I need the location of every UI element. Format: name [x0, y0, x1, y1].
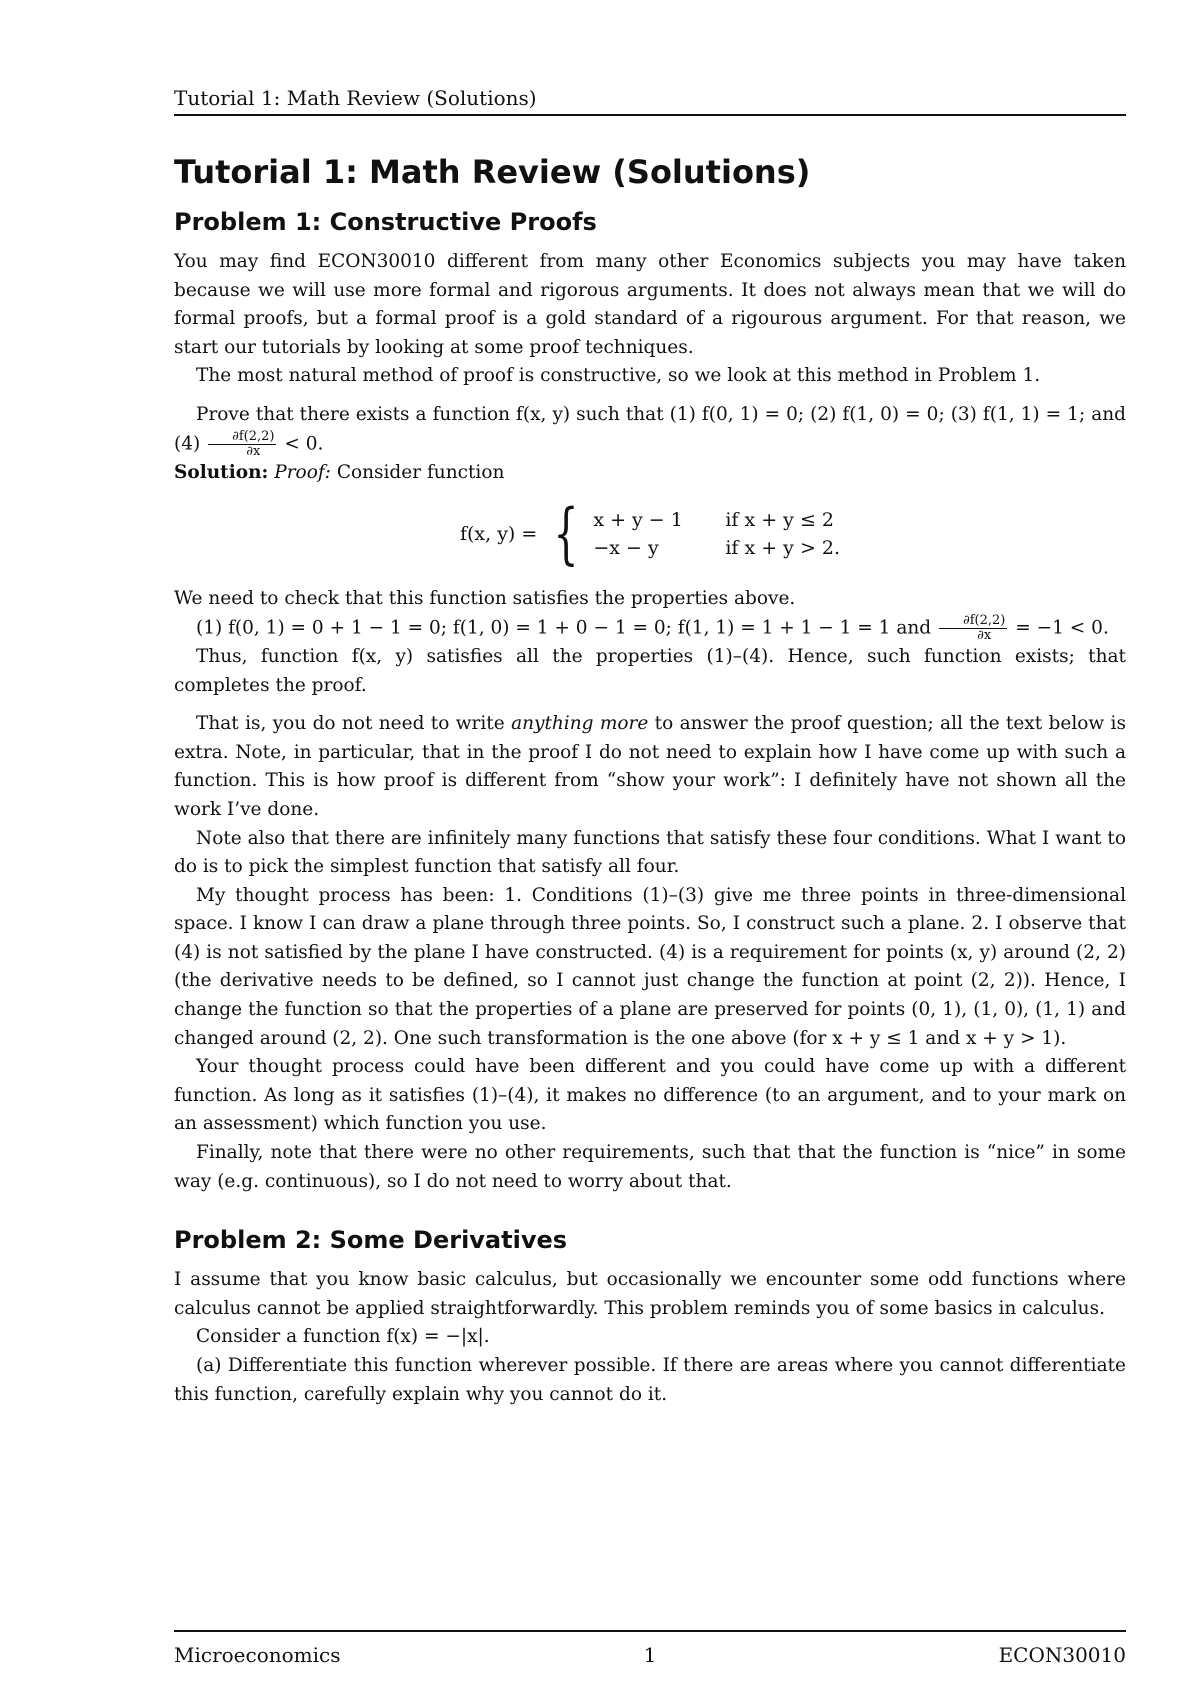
problem-2-consider: Consider a function f(x) = −|x|.: [196, 1326, 490, 1348]
case-1-condition: if x + y ≤ 2: [725, 509, 834, 532]
case-2-expression: −x − y: [593, 537, 659, 560]
finally-paragraph: Finally, note that there were no other requirements, such that that the function is “nice” in some way (e.g. continuous), so I do not need to worry about that.: [174, 1142, 1126, 1192]
thus-paragraph: Thus, function f(x, y) satisfies all the properties (1)–(4). Hence, such function exists; that completes the proof.: [174, 645, 1126, 696]
partial-derivative-fraction-2: [939, 614, 1007, 643]
problem-1-heading: Problem 1: Constructive Proofs: [174, 208, 597, 236]
piecewise-equation: [174, 495, 1126, 573]
footer-course: Microeconomics: [174, 1643, 341, 1667]
consider-text: Consider function: [336, 461, 505, 483]
problem-2-heading: Problem 2: Some Derivatives: [174, 1226, 568, 1255]
that-is-rest: to answer the proof question; all the text below is extra. Note, in particular, that in the proof I do not need to explain how I have come up with such a function. This is how proof is different from “show your work”: I definitely have not shown all the work I’ve done.: [174, 713, 1126, 820]
page-content: [174, 152, 1126, 1409]
that-is-paragraph: [174, 710, 1126, 824]
fraction-denominator-2: ∂x: [977, 627, 992, 643]
method-paragraph: The most natural method of proof is constructive, so we look at this method in Problem 1.: [196, 365, 1041, 387]
verification-paragraph: [174, 614, 1126, 643]
solution-label: Solution:: [174, 461, 269, 483]
statement-tail: < 0.: [284, 433, 324, 455]
statement-text: Prove that there exists a function f(x, y) such that (1) f(0, 1) = 0; (2) f(1, 0) = 0; (3) f(1, 1) = 1; and (4): [174, 403, 1126, 455]
different-process-paragraph: Your thought process could have been different and you could have come up with a different function. As long as it satisfies (1)–(4), it makes no difference (to an argument, and to your mark on an assessment) which function you use.: [174, 1056, 1126, 1135]
equation-lhs: f(x, y) =: [459, 523, 538, 546]
problem-statement: [174, 401, 1126, 459]
fraction-numerator-2: ∂f(2,2): [939, 614, 1007, 629]
equation-cases: [593, 509, 840, 559]
running-header: Tutorial 1: Math Review (Solutions): [174, 84, 1126, 116]
proof-label: Proof:: [274, 461, 331, 483]
partial-derivative-fraction: [208, 430, 276, 459]
document-title: Tutorial 1: Math Review (Solutions): [174, 153, 811, 191]
running-footer: [174, 1630, 1126, 1668]
problem-2-part-a: (a) Differentiate this function wherever possible. If there are areas where you cannot differentiate this function, carefully explain why you cannot do it.: [174, 1355, 1126, 1405]
footer-code: ECON30010: [998, 1643, 1126, 1667]
problem-2-intro: I assume that you know basic calculus, but occasionally we encounter some odd functions where calculus cannot be applied straightforwardly. This problem reminds you of some basics in calculus.: [174, 1269, 1126, 1319]
fraction-numerator: ∂f(2,2): [208, 430, 276, 445]
case-1-expression: x + y − 1: [593, 509, 683, 532]
left-brace: {: [553, 495, 579, 573]
verification-text: (1) f(0, 1) = 0 + 1 − 1 = 0; f(1, 0) = 1 + 0 − 1 = 0; f(1, 1) = 1 + 1 − 1 = 1 and: [196, 617, 932, 639]
solution-paragraph: [174, 459, 1126, 488]
infinite-functions-paragraph: Note also that there are infinitely many functions that satisfy these four conditions. What I want to do is to pick the simplest function that satisfy all four.: [174, 827, 1126, 878]
that-is-text: That is, you do not need to write: [196, 713, 505, 735]
thought-process-paragraph: My thought process has been: 1. Conditions (1)–(3) give me three points in three-dimensional space. I know I can draw a plane through three points. So, I construct such a plane. 2. I observe that (4) is not satisfied by the plane I have constructed. (4) is a requirement for points (x, y) around (2, 2) (the derivative needs to be defined, so I cannot just change the function at point (2, 2)). Hence, I change the function so that the properties of a plane are preserved for points (0, 1), (1, 0), (1, 1) and changed around (2, 2). One such transformation is the one above (for x + y ≤ 1 and x + y > 1).: [174, 884, 1126, 1049]
verification-tail: = −1 < 0.: [1015, 617, 1109, 639]
check-paragraph: We need to check that this function satisfies the properties above.: [174, 588, 796, 610]
fraction-denominator: ∂x: [246, 443, 261, 459]
case-2-condition: if x + y > 2.: [725, 537, 841, 560]
problem-1-intro: You may find ECON30010 different from many other Economics subjects you may have taken because we will use more formal and rigorous arguments. It does not always mean that we will do formal proofs, but a formal proof is a gold standard of a rigourous argument. For that reason, we start our tutorials by looking at some proof techniques.: [174, 251, 1126, 358]
page-number: 1: [643, 1643, 657, 1667]
emphasis-text: anything more: [511, 713, 649, 735]
